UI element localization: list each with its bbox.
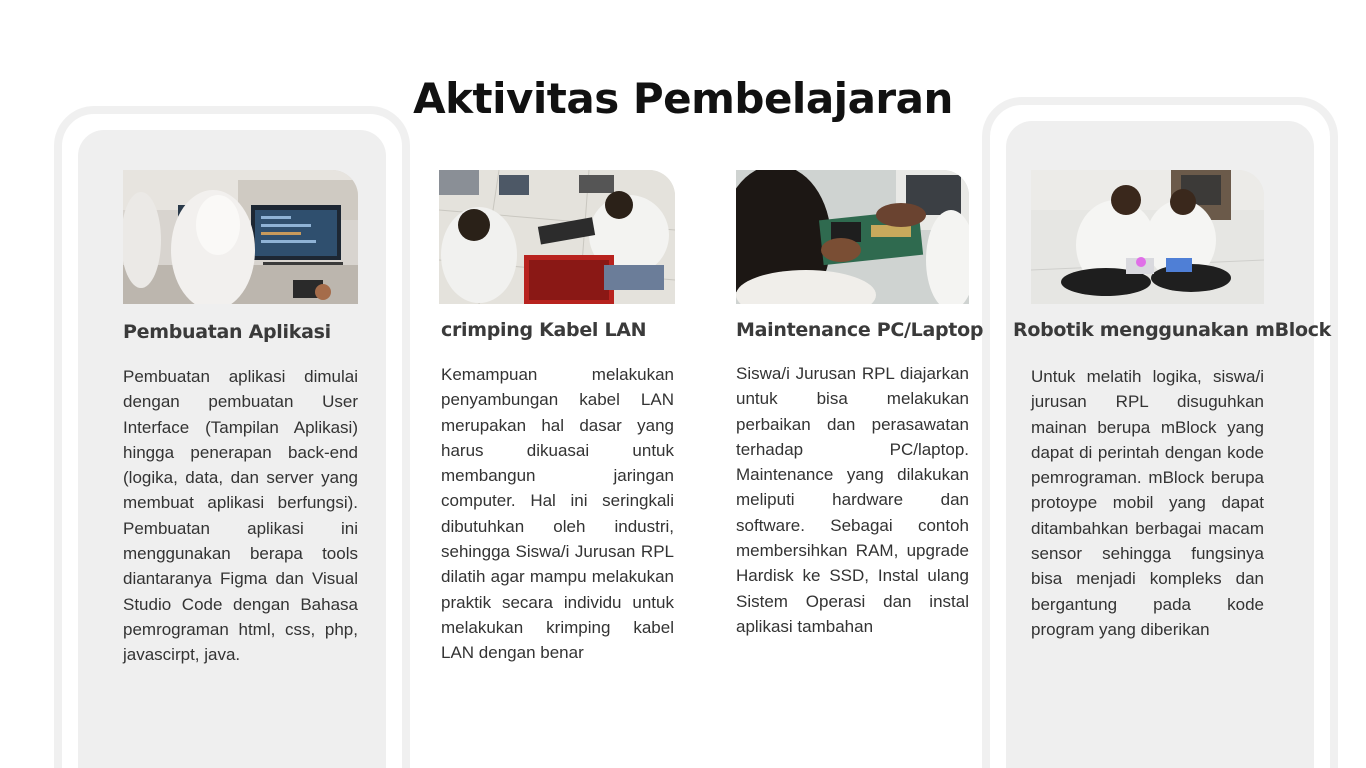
card-1-title: Pembuatan Aplikasi: [123, 321, 331, 343]
card-4-title: Robotik menggunakan mBlock: [1013, 319, 1332, 341]
card-1-photo: [123, 170, 358, 304]
card-4-photo: [1031, 170, 1264, 304]
card-2-title: crimping Kabel LAN: [441, 319, 647, 341]
card-1-description: Pembuatan aplikasi dimulai dengan pembuatan User Interface (Tampilan Aplikasi) hingga penerapan back-end (logika, data, dan server yang membuat aplikasi berfungsi). Pembuatan aplikasi ini menggunakan berapa tools diantaranya Figma dan Visual Studio Code dengan Bahasa pemrograman html, css, php, javascirpt, java.: [123, 367, 358, 665]
card-2-photo: [439, 170, 675, 304]
card-3-title: Maintenance PC/Laptop: [736, 319, 984, 341]
photo-robotics-mblock-image: [1031, 170, 1264, 304]
card-4-description: Untuk melatih logika, siswa/i jurusan RPL disuguhkan mainan berupa mBlock yang dapat di perintah dengan kode pemrograman. mBlock berupa protoype mobil yang dapat ditambahkan berbagai macam sensor sehingga fungsinya bisa menjadi kompleks dan bergantung pada kode program yang diberikan: [1031, 367, 1264, 639]
photo-computer-lab-image: [123, 170, 358, 304]
page-title: Aktivitas Pembelajaran: [413, 74, 953, 123]
card-3-description: Siswa/i Jurusan RPL diajarkan untuk bisa melakukan perbaikan dan perasawatan terhadap PC/laptop. Maintenance yang dilakukan meliputi hardware dan software. Sebagai contoh membersihkan RAM, upgrade Hardisk ke SSD, Instal ulang Sistem Operasi dan instal aplikasi tambahan: [736, 364, 969, 636]
photo-maintenance-pc-image: [736, 170, 969, 304]
card-3-photo: [736, 170, 969, 304]
card-2-description: Kemampuan melakukan penyambungan kabel LAN merupakan hal dasar yang harus dikuasai untuk membangun jaringan computer. Hal ini seringkali dibutuhkan oleh industri, sehingga Siswa/i Jurusan RPL dilatih agar mampu melakukan praktik secara individu untuk melakukan krimping kabel LAN dengan benar: [441, 365, 674, 663]
photo-crimping-lan-image: [439, 170, 675, 304]
